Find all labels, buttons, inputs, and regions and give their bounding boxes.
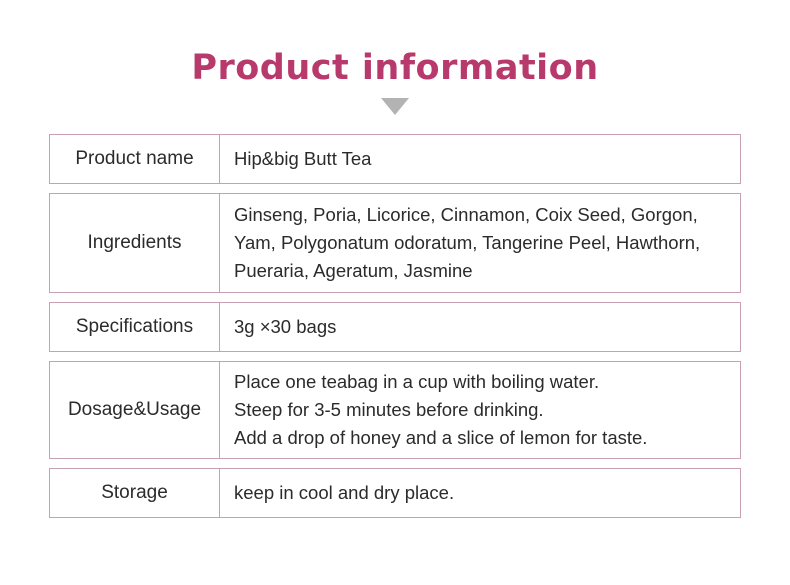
table-row — [49, 468, 741, 518]
row-label-dosage-usage: Dosage&Usage — [50, 362, 220, 458]
table-row — [49, 302, 741, 352]
product-info-table — [49, 134, 741, 518]
row-label-storage: Storage — [50, 469, 220, 517]
value-line: 3g ×30 bags — [234, 315, 337, 337]
value-line: Steep for 3-5 minutes before drinking. — [234, 398, 544, 420]
table-row — [49, 361, 741, 459]
value-line: Add a drop of honey and a slice of lemon for taste. — [234, 427, 648, 449]
row-label-ingredients: Ingredients — [50, 194, 220, 292]
row-value-dosage-usage — [220, 362, 740, 458]
row-value-storage — [220, 469, 740, 517]
value-line: Yam, Polygonatum odoratum, Tangerine Peel, Hawthorn, — [234, 231, 701, 253]
down-triangle-icon — [381, 98, 409, 115]
table-row — [49, 193, 741, 293]
arrow-indicator — [0, 98, 790, 120]
value-line: Ginseng, Poria, Licorice, Cinnamon, Coix Seed, Gorgon, — [234, 203, 698, 225]
value-line: Place one teabag in a cup with boiling water. — [234, 370, 600, 392]
page-title: Product information — [191, 48, 599, 88]
value-line: keep in cool and dry place. — [234, 481, 455, 503]
row-label-product-name: Product name — [50, 135, 220, 183]
row-value-product-name — [220, 135, 740, 183]
row-value-ingredients — [220, 194, 740, 292]
row-label-specifications: Specifications — [50, 303, 220, 351]
value-line: Pueraria, Ageratum, Jasmine — [234, 260, 473, 282]
value-line: Hip&big Butt Tea — [234, 147, 372, 169]
row-value-specifications — [220, 303, 740, 351]
table-row — [49, 134, 741, 184]
